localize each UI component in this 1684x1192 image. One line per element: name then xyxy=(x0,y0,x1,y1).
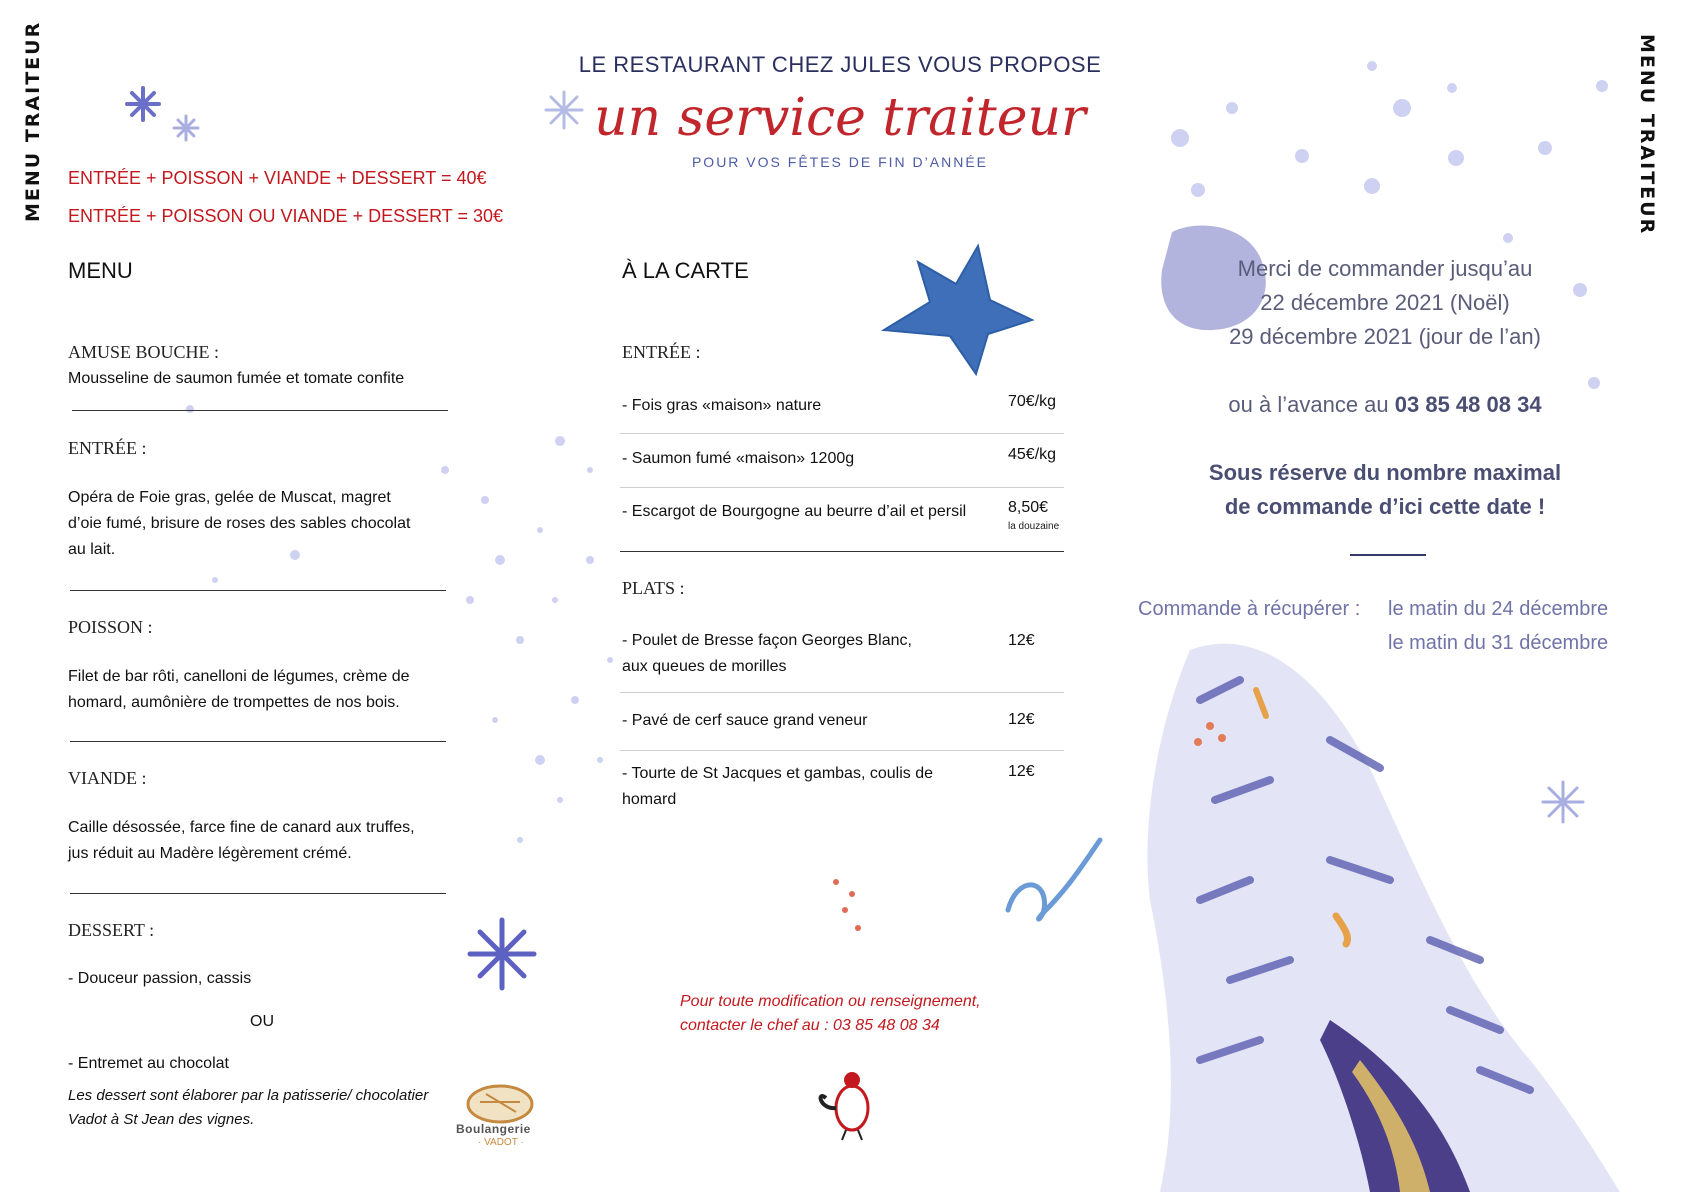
snowflake-icon xyxy=(127,88,159,120)
header-script-title: un service traiteur xyxy=(594,88,1086,148)
menu-amuse-text: Mousseline de saumon fumée et tomate confite xyxy=(68,370,405,387)
menu-entree-label: ENTRÉE : xyxy=(68,438,147,458)
carte-entree-1-name: - Fois gras «maison» nature xyxy=(622,397,822,414)
rooster-icon xyxy=(821,1072,868,1140)
order-reserve-line2: de commande d’ici cette date ! xyxy=(1224,494,1546,519)
header-top-line: LE RESTAURANT CHEZ JULES VOUS PROPOSE xyxy=(578,52,1102,77)
menu-dessert-2: - Entremet au chocolat xyxy=(68,1055,229,1072)
carte-title: À LA CARTE xyxy=(622,258,749,283)
boulangerie-logo-sub: · VADOT · xyxy=(478,1137,524,1148)
side-label-left: MENU TRAITEUR xyxy=(22,20,44,222)
chef-contact-note: Pour toute modification ou renseignement, contacter le chef au : 03 85 48 08 34 xyxy=(680,993,981,1034)
carte-entree-label: ENTRÉE : xyxy=(622,342,701,362)
order-phone[interactable]: 03 85 48 08 34 xyxy=(1394,392,1542,417)
pickup-label: Commande à récupérer : xyxy=(1138,598,1361,620)
menu-viande-text: Caille désossée, farce fine de canard aux truffes, jus réduit au Madère légèrement crémé. xyxy=(68,819,415,862)
order-reserve-line1: Sous réserve du nombre maximal xyxy=(1208,460,1562,485)
menu-viande-label: VIANDE : xyxy=(68,768,147,788)
side-label-right: MENU TRAITEUR xyxy=(1636,34,1658,236)
menu-poisson-label: POISSON : xyxy=(68,617,153,637)
carte-plat-3-name: - Tourte de St Jacques et gambas, coulis de homard xyxy=(622,765,933,808)
carte-plat-3-price: 12€ xyxy=(1008,763,1035,780)
carte-entree-3-name: - Escargot de Bourgogne au beurre d’ail et persil xyxy=(622,503,967,520)
menu-amuse-label: AMUSE BOUCHE : xyxy=(68,342,220,362)
star-icon xyxy=(884,246,1032,374)
carte-entree-2-name: - Saumon fumé «maison» 1200g xyxy=(622,450,855,467)
header-subtitle: POUR VOS FÊTES DE FIN D’ANNÉE xyxy=(691,154,989,170)
menu-dessert-1: - Douceur passion, cassis xyxy=(68,970,252,987)
tree-illustration xyxy=(1147,644,1620,1192)
carte-entree-3-price-note: la douzaine xyxy=(1008,521,1060,532)
carte-plats-label: PLATS : xyxy=(622,578,685,598)
pickup-date-2: le matin du 31 décembre xyxy=(1388,632,1609,654)
menu-dessert-note: Les dessert sont élaborer par la patisserie/ chocolatier Vadot à St Jean des vignes. xyxy=(68,1087,429,1128)
menu-poisson-text: Filet de bar rôti, canelloni de légumes, crème de homard, aumônière de trompettes de nos bois. xyxy=(68,668,410,711)
menu-entree-text: Opéra de Foie gras, gelée de Muscat, magret d’oie fumé, brisure de roses des sables chocolat au lait. xyxy=(68,489,411,558)
order-deadline-line2: 22 décembre 2021 (Noël) xyxy=(1260,290,1510,315)
order-phone-line: ou à l’avance au 03 85 48 08 34 xyxy=(1228,392,1542,417)
snowflake-icon xyxy=(470,920,534,988)
boulangerie-logo-text: Boulangerie xyxy=(456,1122,531,1136)
order-deadline-line3: 29 décembre 2021 (jour de l’an) xyxy=(1229,324,1541,349)
carte-plat-2-price: 12€ xyxy=(1008,711,1035,728)
snowflake-icon xyxy=(174,116,198,140)
menu-dessert-or: OU xyxy=(250,1013,274,1030)
carte-entree-1-price: 70€/kg xyxy=(1008,393,1057,410)
menu-title: MENU xyxy=(68,258,133,283)
formula-40: ENTRÉE + POISSON + VIANDE + DESSERT = 40€ xyxy=(68,168,487,188)
snowflake-icon xyxy=(1543,782,1583,822)
order-deadline-line1: Merci de commander jusqu’au xyxy=(1237,256,1533,281)
carte-entree-2-price: 45€/kg xyxy=(1008,446,1057,463)
menu-dessert-label: DESSERT : xyxy=(68,920,155,940)
formula-30: ENTRÉE + POISSON OU VIANDE + DESSERT = 30€ xyxy=(68,206,503,226)
carte-plat-2-name: - Pavé de cerf sauce grand veneur xyxy=(622,712,868,729)
pickup-date-1: le matin du 24 décembre xyxy=(1388,598,1609,620)
carte-plat-1-name: - Poulet de Bresse façon Georges Blanc, aux queues de morilles xyxy=(622,632,912,675)
carte-plat-1-price: 12€ xyxy=(1008,632,1035,649)
swirl-icon xyxy=(1008,840,1100,919)
boulangerie-logo-icon xyxy=(468,1086,532,1122)
carte-entree-3-price: 8,50€ xyxy=(1008,499,1049,516)
